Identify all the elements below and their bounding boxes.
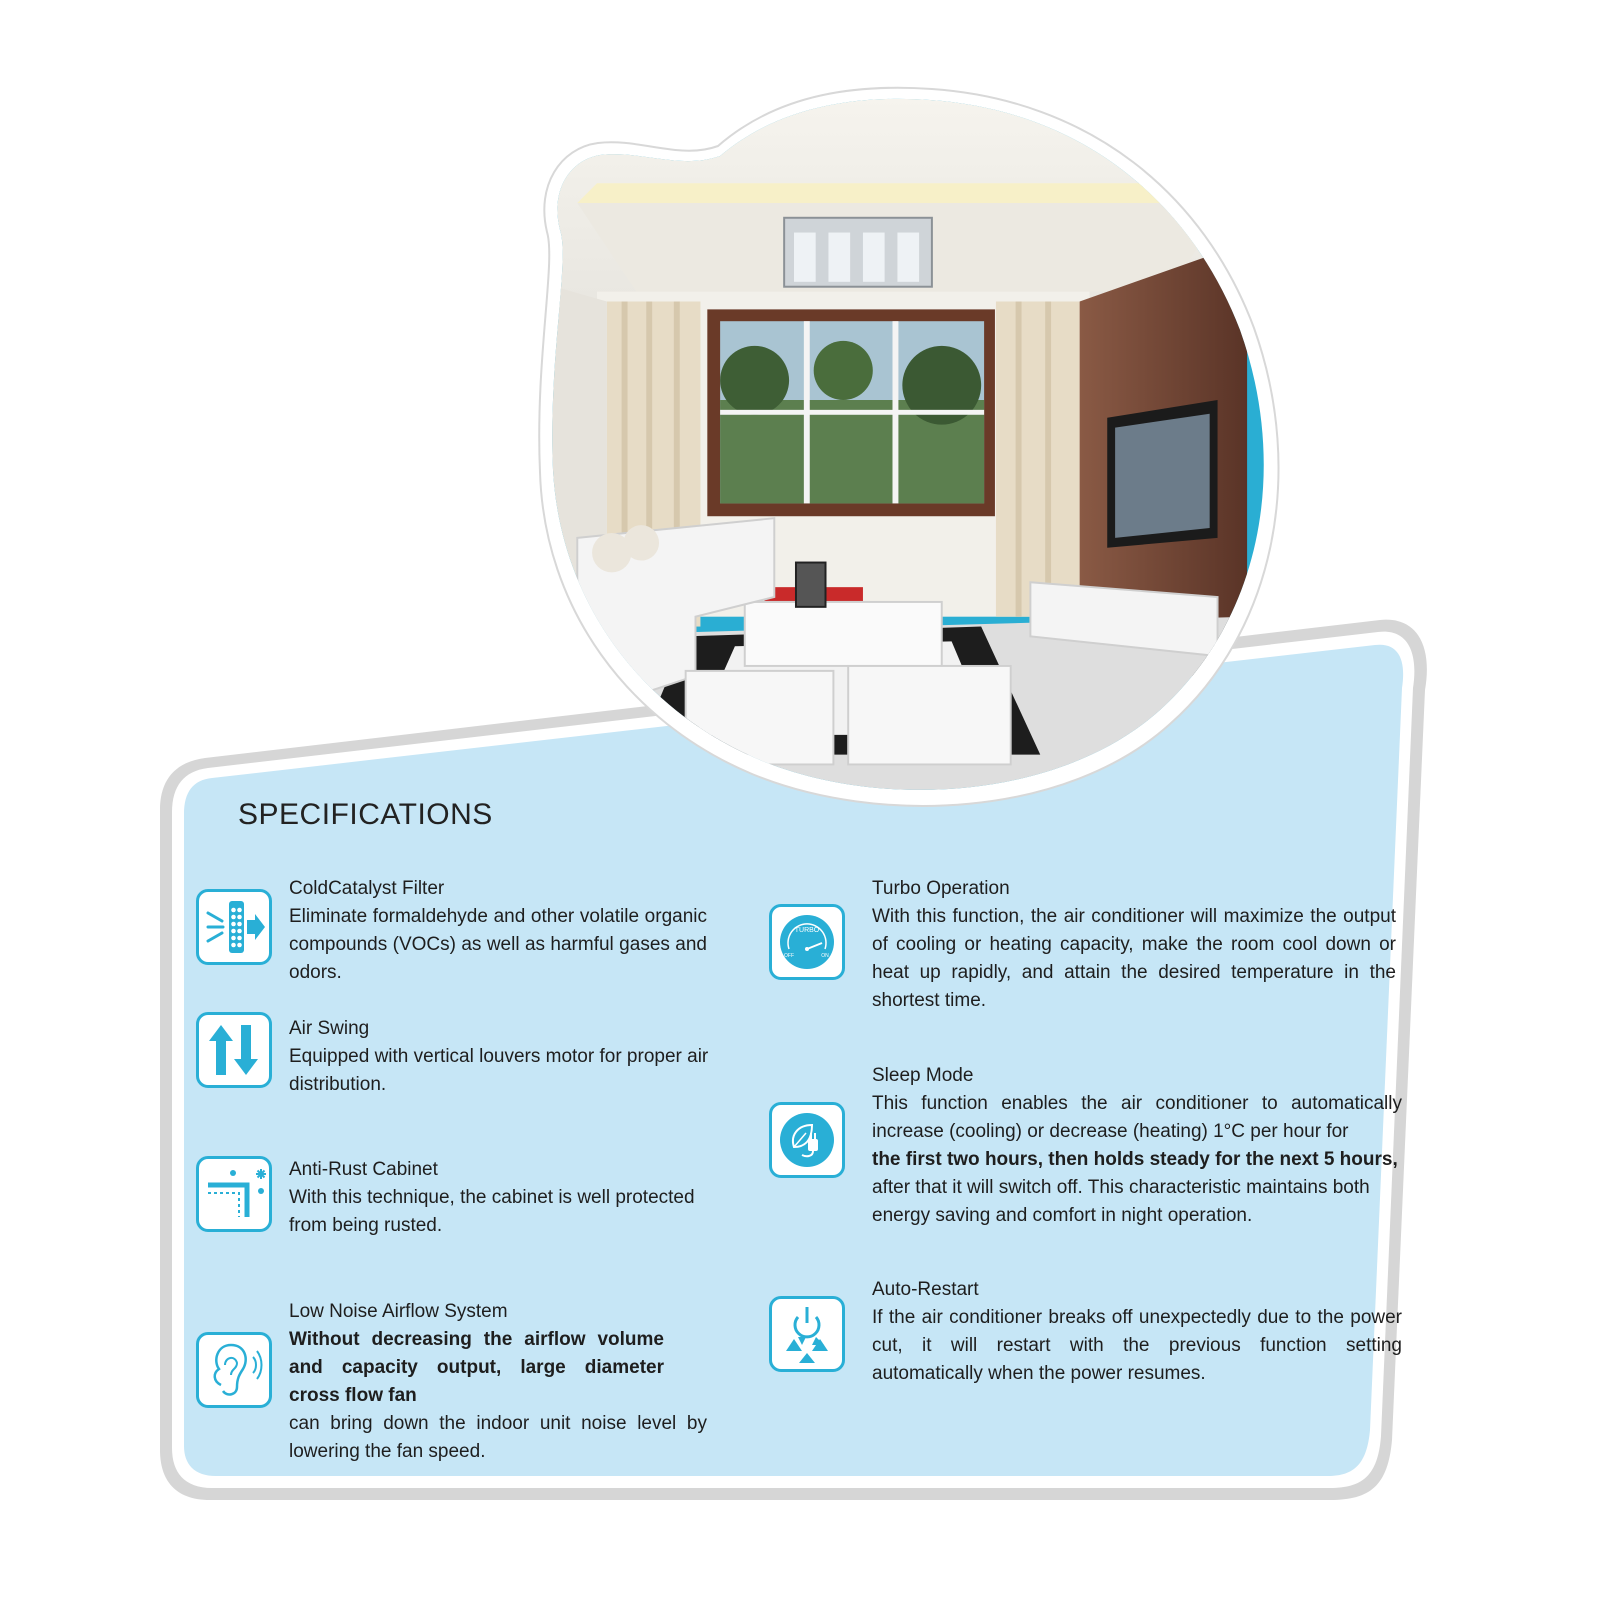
feature-description: This function enables the air conditioner to automatically increase (cooling) or decrease (heating) 1°C per hour for (872, 1093, 1402, 1142)
feature-title: ColdCatalyst Filter (289, 878, 445, 899)
leaf-plug-icon (769, 1102, 845, 1178)
filter-icon (196, 889, 272, 965)
swing-arrows-icon (196, 1012, 272, 1088)
feature-turbo-operation (872, 875, 1396, 1015)
feature-description-bold: Without decreasing the airflow volume and capacity output, large diameter cross flow fan (289, 1329, 664, 1406)
turbo-on-label: ON (821, 953, 829, 959)
cabinet-icon (196, 1156, 272, 1232)
feature-description: can bring down the indoor unit noise level by lowering the fan speed. (289, 1413, 707, 1462)
feature-low-noise-airflow (289, 1298, 707, 1466)
feature-title: Sleep Mode (872, 1065, 974, 1086)
feature-title: Low Noise Airflow System (289, 1301, 508, 1322)
feature-description: Equipped with vertical louvers motor for proper air distribution. (289, 1046, 709, 1095)
feature-title: Auto-Restart (872, 1279, 979, 1300)
feature-air-swing (289, 1015, 719, 1099)
section-heading: SPECIFICATIONS (238, 798, 493, 831)
feature-description: With this function, the air conditioner will maximize the output of cooling or heating capacity, make the room cool down or heat up rapidly, and attain the desired temperature in the shortest time. (872, 906, 1396, 1011)
turbo-label: TURBO (794, 927, 820, 934)
feature-description: With this technique, the cabinet is well protected from being rusted. (289, 1187, 695, 1236)
feature-description-continued: after that it will switch off. This characteristic maintains both energy saving and comfort in night operation. (872, 1177, 1370, 1226)
feature-description-bold: the first two hours, then holds steady for the next 5 hours, (872, 1149, 1398, 1170)
feature-anti-rust-cabinet (289, 1156, 719, 1240)
feature-title: Anti-Rust Cabinet (289, 1159, 438, 1180)
power-recycle-icon (769, 1296, 845, 1372)
feature-sleep-mode (872, 1062, 1402, 1230)
turbo-off-label: OFF (784, 953, 794, 959)
feature-title: Turbo Operation (872, 878, 1010, 899)
feature-title: Air Swing (289, 1018, 370, 1039)
feature-description: Eliminate formaldehyde and other volatile organic compounds (VOCs) as well as harmful gases and odors. (289, 906, 707, 983)
turbo-gauge-icon (769, 904, 845, 980)
feature-auto-restart (872, 1276, 1402, 1388)
feature-coldcatalyst-filter (289, 875, 707, 987)
feature-description: If the air conditioner breaks off unexpectedly due to the power cut, it will restart with the previous function setting automatically when the power resumes. (872, 1307, 1402, 1384)
ear-icon (196, 1332, 272, 1408)
